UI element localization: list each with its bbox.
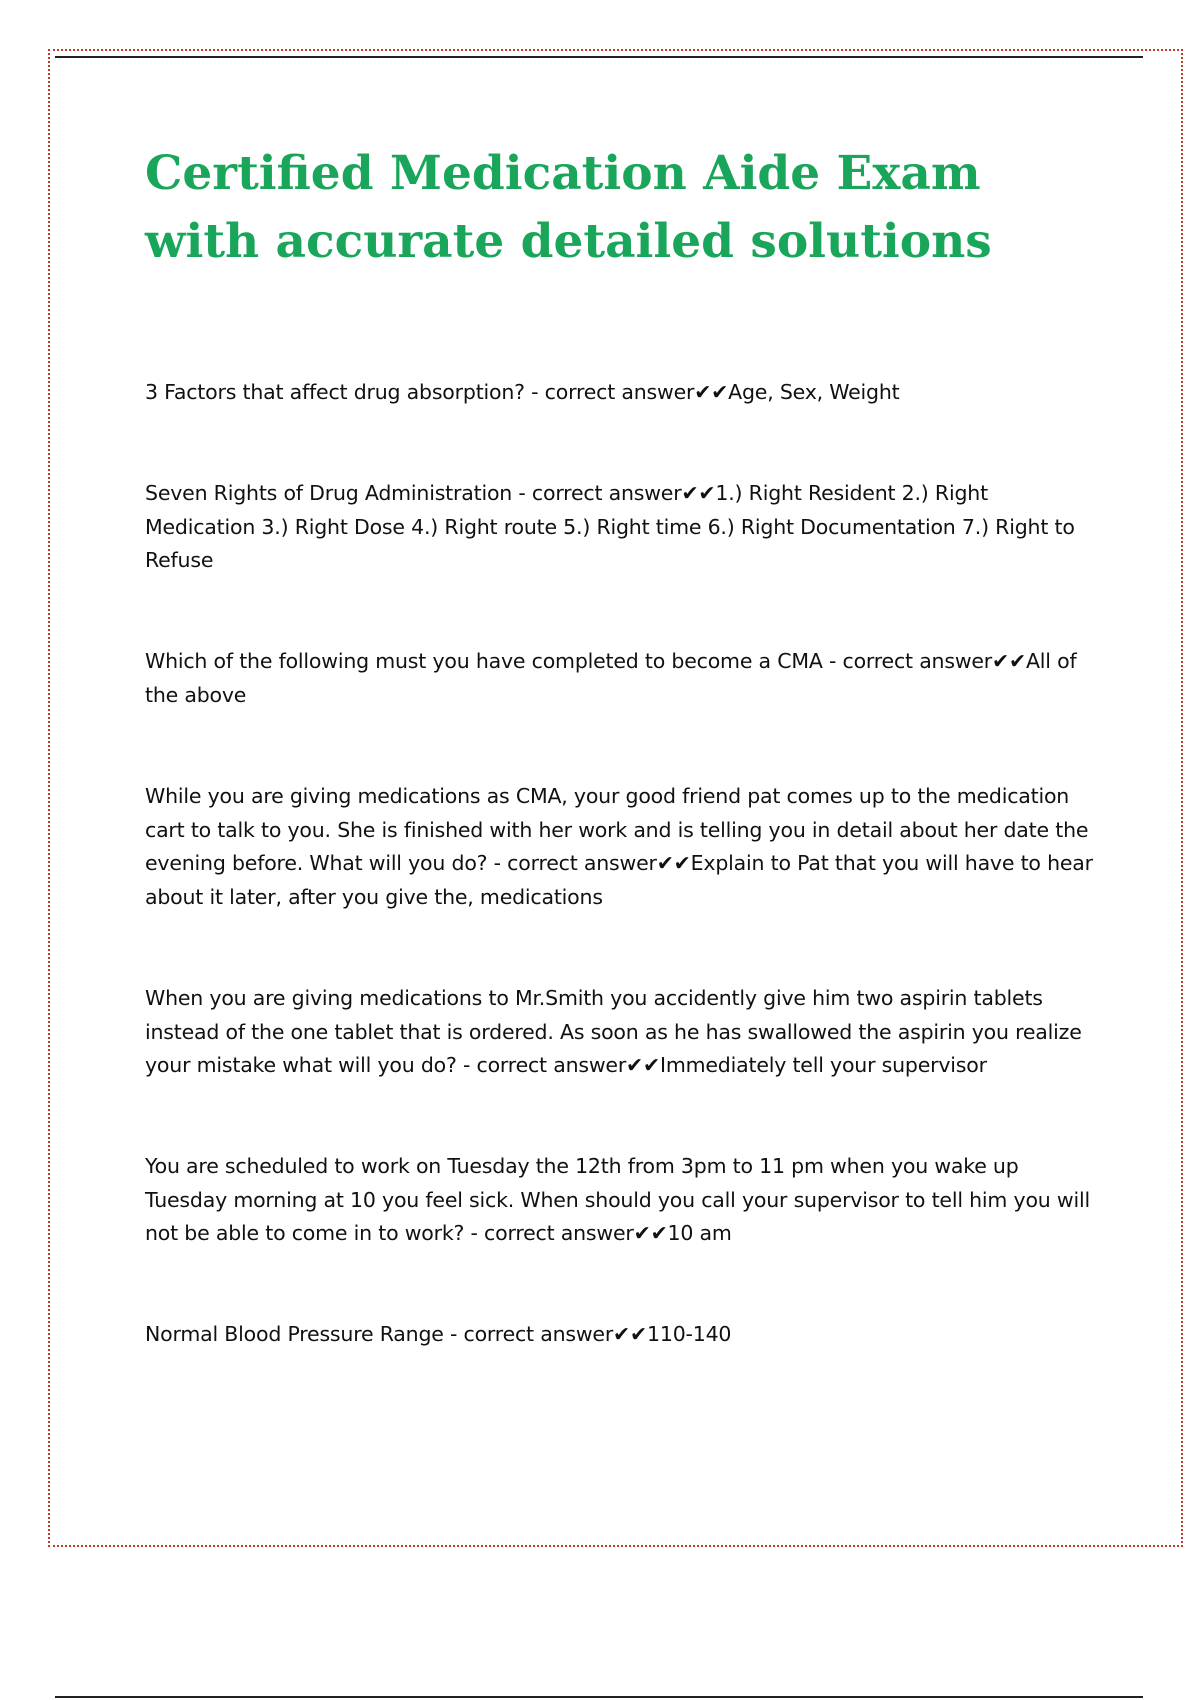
qa-item: Normal Blood Pressure Range - correct answer✔✔110-140 — [145, 1322, 732, 1346]
qa-item: Seven Rights of Drug Administration - correct answer✔✔1.) Right Resident 2.) Right Medication 3.) Right Dose 4.) Right route 5.) Right time 6.) Right Documentation 7.) Right to Refuse — [145, 481, 1075, 572]
qa-item: While you are giving medications as CMA, your good friend pat comes up to the medication cart to talk to you. She is finished with her work and is telling you in detail about her date the evening before. What will you do? - correct answer✔✔Explain to Pat that you will have to hear about it later, after you give the, medications — [145, 784, 1093, 909]
footer-rule — [55, 1696, 1143, 1698]
qa-item: 3 Factors that affect drug absorption? - correct answer✔✔Age, Sex, Weight — [145, 380, 900, 404]
qa-item: When you are giving medications to Mr.Smith you accidently give him two aspirin tablets instead of the one tablet that is ordered. As soon as he has swallowed the aspirin you realize your mistake what will you do? - correct answer✔✔Immediately tell your supervisor — [145, 986, 1082, 1077]
qa-item: Which of the following must you have completed to become a CMA - correct answer✔✔All of the above — [145, 649, 1077, 707]
qa-item: You are scheduled to work on Tuesday the 12th from 3pm to 11 pm when you wake up Tuesday morning at 10 you feel sick. When should you call your supervisor to tell him you will not be able to come in to work? - correct answer✔✔10 am — [145, 1154, 1090, 1245]
document-title: Certified Medication Aide Exam with accurate detailed solutions — [145, 146, 992, 269]
header-rule — [55, 56, 1143, 58]
